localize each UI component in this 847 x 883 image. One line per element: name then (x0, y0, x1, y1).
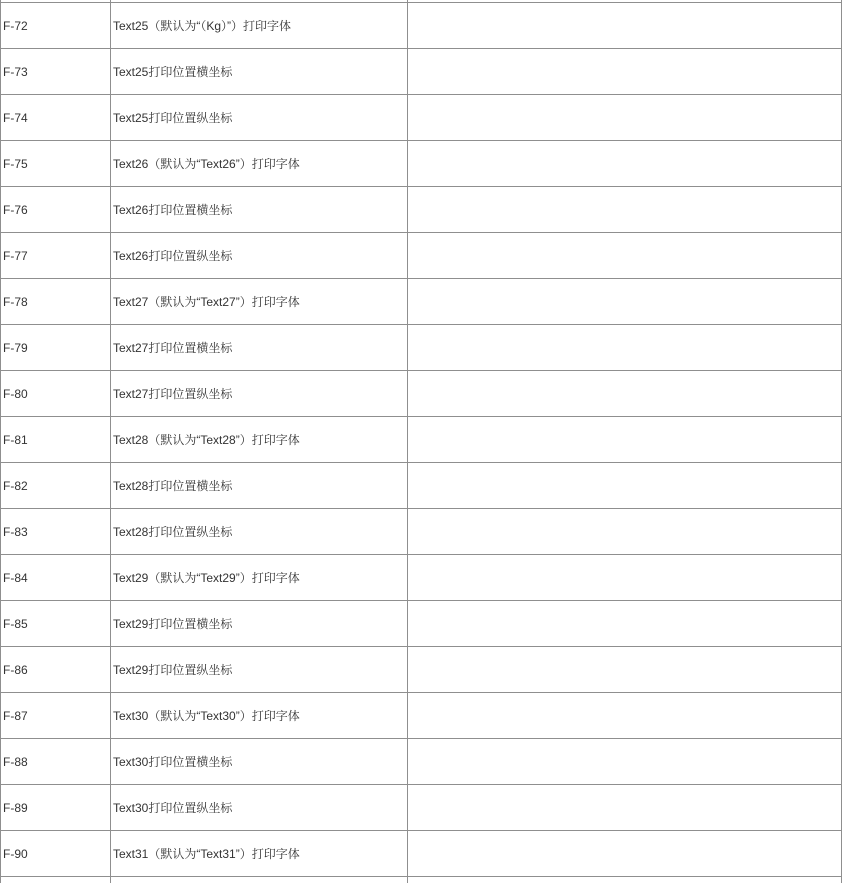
row-description-cell: Text29打印位置纵坐标 (111, 647, 408, 693)
row-description-cell: Text28打印位置横坐标 (111, 463, 408, 509)
table-row (1, 785, 842, 831)
row-value-cell (408, 417, 842, 463)
row-description-cell: Text30（默认为“Text30”）打印字体 (111, 693, 408, 739)
table-row (1, 187, 842, 233)
row-value-cell (408, 325, 842, 371)
row-value-cell (408, 187, 842, 233)
row-description-cell: Text31（默认为“Text31”）打印字体 (111, 831, 408, 877)
table-row (1, 739, 842, 785)
table-row (1, 417, 842, 463)
table-row (1, 3, 842, 49)
table-row (1, 49, 842, 95)
row-code-cell: F-89 (1, 785, 111, 831)
row-code-cell: F-90 (1, 831, 111, 877)
table-row (1, 371, 842, 417)
row-value-cell (408, 693, 842, 739)
partial-code-cell (1, 877, 111, 883)
table-row (1, 831, 842, 877)
row-code-cell: F-87 (1, 693, 111, 739)
table-row (1, 141, 842, 187)
row-value-cell (408, 95, 842, 141)
table-row (1, 233, 842, 279)
partial-value-cell (408, 877, 842, 883)
row-description-cell: Text26打印位置横坐标 (111, 187, 408, 233)
row-description-cell: Text29打印位置横坐标 (111, 601, 408, 647)
table-row (1, 95, 842, 141)
row-code-cell: F-73 (1, 49, 111, 95)
table-row (1, 555, 842, 601)
row-description-cell: Text30打印位置纵坐标 (111, 785, 408, 831)
table-row (1, 463, 842, 509)
row-value-cell (408, 647, 842, 693)
row-code-cell: F-80 (1, 371, 111, 417)
table-body (1, 0, 842, 883)
table-row (1, 279, 842, 325)
row-description-cell: Text25打印位置纵坐标 (111, 95, 408, 141)
row-value-cell (408, 739, 842, 785)
row-description-cell: Text28打印位置纵坐标 (111, 509, 408, 555)
table-row (1, 693, 842, 739)
row-description-cell: Text29（默认为“Text29”）打印字体 (111, 555, 408, 601)
row-value-cell (408, 601, 842, 647)
row-code-cell: F-77 (1, 233, 111, 279)
row-value-cell (408, 49, 842, 95)
row-code-cell: F-81 (1, 417, 111, 463)
row-value-cell (408, 279, 842, 325)
row-code-cell: F-85 (1, 601, 111, 647)
row-description-cell: Text26打印位置纵坐标 (111, 233, 408, 279)
partial-description-cell (111, 877, 408, 883)
row-code-cell: F-78 (1, 279, 111, 325)
row-value-cell (408, 785, 842, 831)
row-value-cell (408, 141, 842, 187)
row-code-cell: F-79 (1, 325, 111, 371)
table-row (1, 509, 842, 555)
row-value-cell (408, 831, 842, 877)
row-code-cell: F-86 (1, 647, 111, 693)
row-description-cell: Text30打印位置横坐标 (111, 739, 408, 785)
row-code-cell: F-72 (1, 3, 111, 49)
row-description-cell: Text25打印位置横坐标 (111, 49, 408, 95)
row-value-cell (408, 371, 842, 417)
row-code-cell: F-74 (1, 95, 111, 141)
row-value-cell (408, 233, 842, 279)
row-description-cell: Text27打印位置纵坐标 (111, 371, 408, 417)
row-description-cell: Text26（默认为“Text26”）打印字体 (111, 141, 408, 187)
row-value-cell (408, 555, 842, 601)
row-code-cell: F-75 (1, 141, 111, 187)
row-description-cell: Text27（默认为“Text27”）打印字体 (111, 279, 408, 325)
row-code-cell: F-88 (1, 739, 111, 785)
table-row (1, 601, 842, 647)
row-value-cell (408, 463, 842, 509)
row-code-cell: F-82 (1, 463, 111, 509)
row-description-cell: Text27打印位置横坐标 (111, 325, 408, 371)
row-code-cell: F-76 (1, 187, 111, 233)
table-row (1, 647, 842, 693)
row-code-cell: F-83 (1, 509, 111, 555)
row-value-cell (408, 509, 842, 555)
table-row (1, 325, 842, 371)
row-value-cell (408, 3, 842, 49)
row-description-cell: Text25（默认为“（Kg）”）打印字体 (111, 3, 408, 49)
partial-row-bottom (1, 877, 842, 883)
row-description-cell: Text28（默认为“Text28”）打印字体 (111, 417, 408, 463)
row-code-cell: F-84 (1, 555, 111, 601)
